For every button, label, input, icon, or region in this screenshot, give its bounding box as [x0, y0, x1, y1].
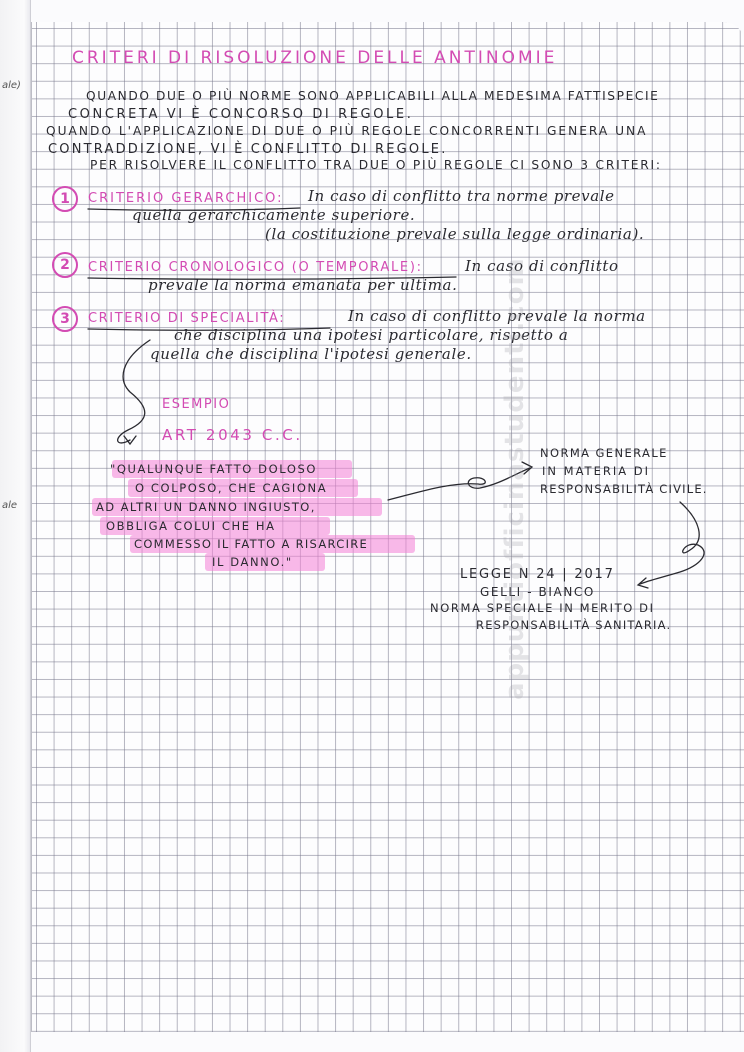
special-norm-line: GELLI - BIANCO [480, 585, 595, 599]
special-norm-line: LEGGE N 24 | 2017 [460, 567, 615, 582]
criterion-text: In caso di conflitto tra norme prevale [308, 187, 615, 205]
page-title: CRITERI DI RISOLUZIONE DELLE ANTINOMIE [72, 48, 558, 68]
special-norm-line: RESPONSABILITÀ SANITARIA. [476, 618, 672, 632]
general-norm-line: NORMA GENERALE [540, 446, 668, 460]
criterion-number-badge: 3 [52, 306, 78, 332]
intro-line: CONCRETA VI È CONCORSO DI REGOLE. [68, 107, 414, 122]
margin-fragment: ale [2, 500, 18, 511]
criterion-name: CRITERIO CRONOLOGICO (O TEMPORALE): [88, 260, 423, 275]
intro-line: CONTRADDIZIONE, VI È CONFLITTO DI REGOLE. [48, 142, 448, 157]
curly-arrow-to-example [118, 340, 150, 443]
criterion-text: In caso di conflitto [465, 257, 619, 275]
quote-line: COMMESSO IL FATTO A RISARCIRE [134, 537, 369, 551]
quote-line: AD ALTRI UN DANNO INGIUSTO, [96, 500, 316, 514]
criterion-number-badge: 2 [52, 252, 78, 278]
general-norm-line: RESPONSABILITÀ CIVILE. [540, 482, 708, 496]
criterion-text: quella gerarchicamente superiore. [132, 206, 416, 224]
underline-criterion-2 [88, 277, 456, 279]
margin-fragment: ale) [2, 80, 21, 91]
criterion-text: quella che disciplina l'ipotesi generale. [150, 345, 472, 363]
quote-line: OBBLIGA COLUI CHE HA [106, 519, 276, 533]
criterion-number-badge: 1 [52, 186, 78, 212]
example-article: ART 2043 C.C. [162, 426, 303, 444]
criterion-text: prevale la norma emanata per ultima. [148, 276, 458, 294]
criterion-text: In caso di conflitto prevale la norma [348, 307, 646, 325]
intro-line: QUANDO DUE O PIÙ NORME SONO APPLICABILI ALLA MEDESIMA FATTISPECIE [86, 89, 660, 103]
arrow-to-special-norm [640, 502, 704, 584]
example-label: ESEMPIO [162, 397, 231, 412]
quote-line: "QUALUNQUE FATTO DOLOSO [110, 462, 318, 476]
watermark: appuntiofficinastudenti.com [500, 257, 530, 700]
quote-line: IL DANNO." [212, 555, 293, 569]
criterion-name: CRITERIO DI SPECIALITÀ: [88, 311, 286, 326]
criterion-text: che disciplina una ipotesi particolare, rispetto a [174, 326, 569, 344]
general-norm-line: IN MATERIA DI [542, 464, 650, 478]
underline-criterion-3 [88, 328, 330, 330]
criterion-name: CRITERIO GERARCHICO: [88, 191, 284, 206]
special-norm-line: NORMA SPECIALE IN MERITO DI [430, 601, 655, 615]
intro-line: QUANDO L'APPLICAZIONE DI DUE O PIÙ REGOLE CONCORRENTI GENERA UNA [46, 124, 648, 138]
intro-line: PER RISOLVERE IL CONFLITTO TRA DUE O PIÙ REGOLE CI SONO 3 CRITERI: [90, 158, 662, 172]
criterion-text: (la costituzione prevale sulla legge ordinaria). [265, 225, 645, 243]
underline-criterion-1 [88, 208, 300, 210]
quote-line: O COLPOSO, CHE CAGIONA [135, 481, 328, 495]
